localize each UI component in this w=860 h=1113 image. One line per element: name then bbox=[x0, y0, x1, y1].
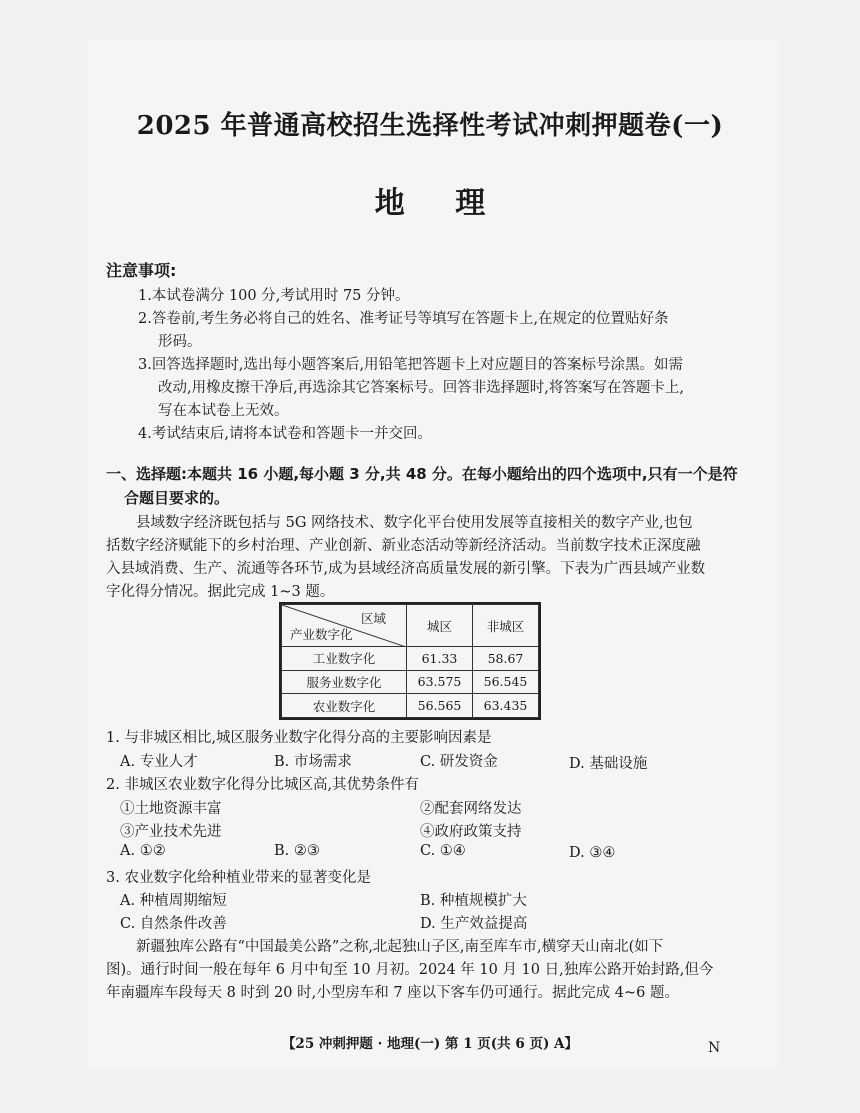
table-cell: 63.435 bbox=[473, 694, 539, 718]
material-line: 图)。通行时间一般在每年 6 月中旬至 10 月初。2024 年 10 月 10 日,独库公路开始封路,但今 bbox=[106, 962, 714, 978]
q2-option-a: A. ①② bbox=[120, 843, 166, 859]
q1-option-c: C. 研发资金 bbox=[420, 754, 498, 770]
notice-item: 改动,用橡皮擦干净后,再选涂其它答案标号。回答非选择题时,将答案写在答题卡上, bbox=[158, 380, 684, 396]
row-label: 服务业数字化 bbox=[282, 670, 407, 694]
q1-option-b: B. 市场需求 bbox=[274, 754, 352, 770]
q3-option-c: C. 自然条件改善 bbox=[120, 916, 227, 932]
column-header: 非城区 bbox=[473, 605, 539, 647]
question-1-stem: 1. 与非城区相比,城区服务业数字化得分高的主要影响因素是 bbox=[106, 730, 492, 746]
q2-option-d: D. ③④ bbox=[569, 845, 616, 861]
q2-item-1: ①土地资源丰富 bbox=[120, 801, 222, 817]
table-cell: 63.575 bbox=[407, 670, 473, 694]
q2-option-c: C. ①④ bbox=[420, 843, 466, 859]
notice-item: 写在本试卷上无效。 bbox=[158, 403, 289, 419]
material-line: 县域数字经济既包括与 5G 网络技术、数字化平台使用发展等直接相关的数字产业,也包 bbox=[136, 515, 693, 531]
q1-option-a: A. 专业人才 bbox=[120, 754, 198, 770]
q1-option-d: D. 基础设施 bbox=[569, 756, 648, 772]
question-3-stem: 3. 农业数字化给种植业带来的显著变化是 bbox=[106, 870, 371, 886]
q3-option-b: B. 种植规模扩大 bbox=[420, 893, 527, 909]
page-footer: 【25 冲刺押题 · 地理(一) 第 1 页(共 6 页) A】 bbox=[281, 1036, 579, 1052]
q2-item-3: ③产业技术先进 bbox=[120, 824, 222, 840]
corner-label-top: 区域 bbox=[360, 611, 386, 626]
table-row bbox=[282, 694, 539, 718]
table-cell: 58.67 bbox=[473, 647, 539, 671]
notice-item: 2.答卷前,考生务必将自己的姓名、准考证号等填写在答题卡上,在规定的位置贴好条 bbox=[138, 311, 669, 327]
corner-label-bottom: 产业数字化 bbox=[290, 627, 353, 642]
corner-mark: N bbox=[708, 1040, 721, 1056]
notice-item: 1.本试卷满分 100 分,考试用时 75 分钟。 bbox=[138, 288, 410, 304]
q3-option-d: D. 生产效益提高 bbox=[420, 916, 528, 932]
material-line: 年南疆库车段每天 8 时到 20 时,小型房车和 7 座以下客车仍可通行。据此完成 4~6 题。 bbox=[106, 985, 679, 1001]
material-line: 字化得分情况。据此完成 1~3 题。 bbox=[106, 584, 335, 600]
row-label: 工业数字化 bbox=[282, 647, 407, 671]
data-table bbox=[279, 602, 541, 720]
table-corner-cell bbox=[282, 605, 407, 647]
notice-item: 4.考试结束后,请将本试卷和答题卡一并交回。 bbox=[138, 426, 432, 442]
q2-item-4: ④政府政策支持 bbox=[420, 824, 522, 840]
table-cell: 56.565 bbox=[407, 694, 473, 718]
table-cell: 56.545 bbox=[473, 670, 539, 694]
material-line: 入县域消费、生产、流通等各环节,成为县域经济高质量发展的新引擎。下表为广西县域产业数 bbox=[106, 561, 706, 577]
notice-heading: 注意事项: bbox=[106, 261, 177, 280]
exam-title: 2025 年普通高校招生选择性考试冲刺押题卷(一) bbox=[136, 111, 724, 141]
section-heading-line: 一、选择题:本题共 16 小题,每小题 3 分,共 48 分。在每小题给出的四个选项中,只有一个是符 bbox=[106, 465, 738, 483]
section-heading-line: 合题目要求的。 bbox=[124, 489, 230, 507]
material-line: 新疆独库公路有“中国最美公路”之称,北起独山子区,南至库车市,横穿天山南北(如下 bbox=[136, 939, 664, 955]
notice-item: 3.回答选择题时,选出每小题答案后,用铅笔把答题卡上对应题目的答案标号涂黑。如需 bbox=[138, 357, 684, 373]
table-row bbox=[282, 670, 539, 694]
material-line: 括数字经济赋能下的乡村治理、产业创新、新业态活动等新经济活动。当前数字技术正深度融 bbox=[106, 538, 701, 554]
q2-option-b: B. ②③ bbox=[274, 843, 320, 859]
notice-item: 形码。 bbox=[158, 334, 202, 350]
table-row bbox=[282, 647, 539, 671]
q2-item-2: ②配套网络发达 bbox=[420, 801, 522, 817]
row-label: 农业数字化 bbox=[282, 694, 407, 718]
question-2-stem: 2. 非城区农业数字化得分比城区高,其优势条件有 bbox=[106, 777, 420, 793]
column-header: 城区 bbox=[407, 605, 473, 647]
q3-option-a: A. 种植周期缩短 bbox=[120, 893, 227, 909]
table-cell: 61.33 bbox=[407, 647, 473, 671]
section-heading bbox=[106, 462, 746, 510]
subject-title: 地 理 bbox=[374, 186, 486, 221]
